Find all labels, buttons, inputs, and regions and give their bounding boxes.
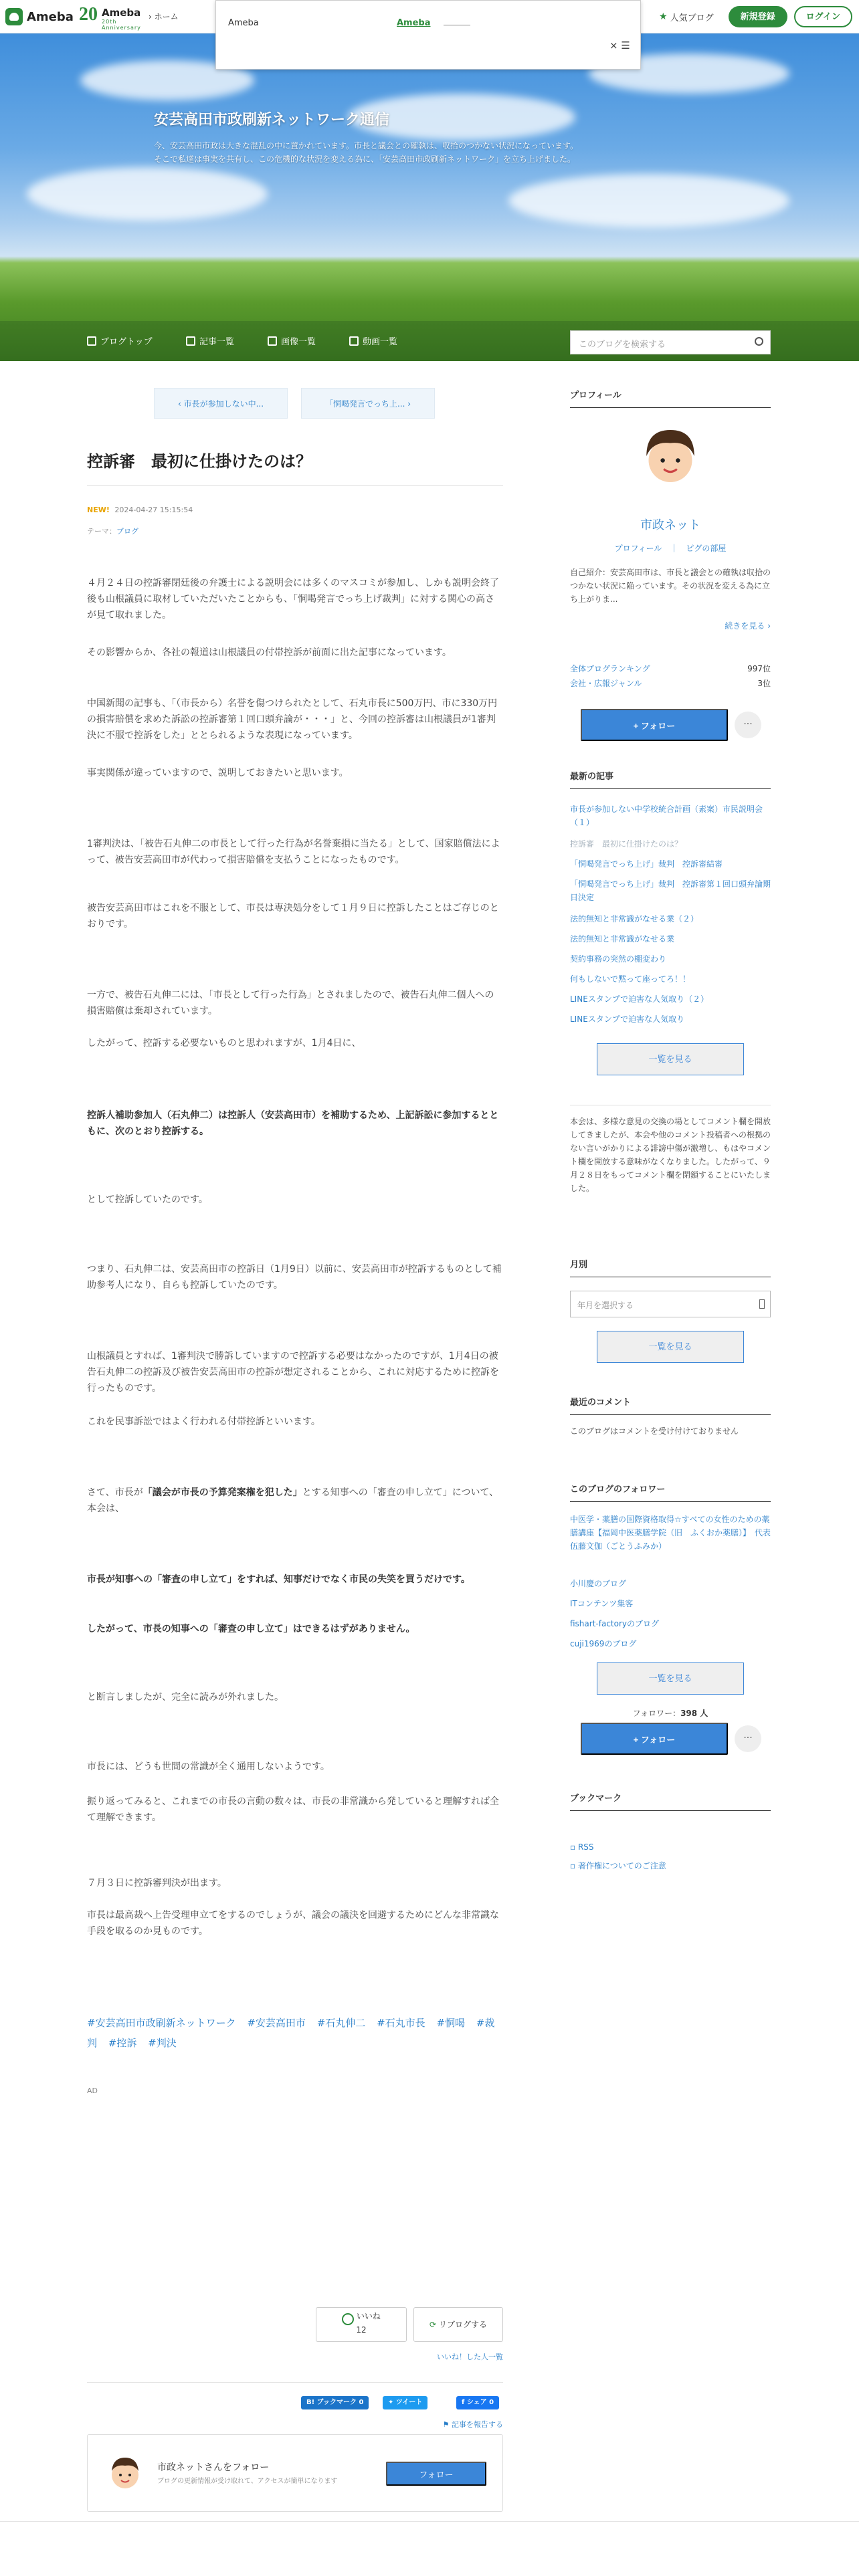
entry-paragraph-bold: したがって、市長の知事への「審査の申し立て」はできるはずがありません。 — [87, 1624, 415, 1634]
hashtag-link[interactable]: #安芸高田市政刷新ネットワーク — [87, 2017, 236, 2029]
entry-paragraph: 市長は最高裁へ上告受理申立てをするのでしょうが、議会の議決を回避するためにどんな非常識な手段を取るのか見ものです。 — [87, 1910, 499, 1937]
profile-more-link[interactable]: 続きを見る › — [725, 621, 771, 631]
like-icon — [342, 2313, 354, 2325]
entry-title: 控訴審 最初に仕掛けたのは？ — [87, 448, 503, 486]
copyright-link[interactable] — [570, 1859, 771, 1872]
recent-entry-link-current[interactable]: 控訴審 最初に仕掛けたのは？ — [570, 839, 683, 849]
login-button[interactable]: ログイン — [794, 6, 852, 27]
recent-entry-link[interactable]: 市長が参加しない中学校統合計画（素案）市民説明会（１） — [570, 804, 763, 827]
entry-pager — [154, 388, 435, 419]
home-icon — [87, 336, 96, 346]
blog-description-line: そこで私達は事実を共有し、この危機的な状況を変える為に、「安芸高田市政刷新ネットワーク」を立ち上げました。 — [154, 154, 576, 164]
header-actions — [659, 5, 852, 28]
hashtag-link[interactable]: #控訴 — [108, 2037, 137, 2049]
document-icon: ▫ — [570, 1861, 576, 1870]
report-entry-label: 記事を報告する — [452, 2420, 503, 2429]
blog-title[interactable]: 安芸高田市政刷新ネットワーク通信 — [154, 112, 390, 128]
next-entry-link[interactable]: 「恫喝発言でっち上... › — [301, 388, 435, 419]
follow-card-sub: ブログの更新情報が受け取れて、アクセスが簡単になります — [157, 2478, 338, 2485]
footer-divider — [0, 2521, 859, 2522]
image-icon — [268, 336, 277, 346]
nav-home-label: ホーム — [154, 12, 179, 21]
hashtag-link[interactable]: #判決 — [148, 2037, 177, 2049]
entry-date: 2024-04-27 15:15:54 — [114, 506, 193, 514]
follow-card — [87, 2434, 503, 2512]
tweet-button[interactable] — [383, 2396, 427, 2409]
like-label: いいね — [356, 2311, 381, 2321]
month-select-placeholder: 年月を選択する — [577, 1301, 634, 1310]
profile-avatar[interactable] — [636, 421, 705, 491]
entry-paragraph: 一方で、被告石丸伸二には、「市長として行った行為」とされましたので、被告石丸伸二個人への損害賠償は棄却されています。 — [87, 990, 494, 1016]
entry-paragraph: その影響からか、各社の報道は山根議員の付帯控訴が前面に出た記事になっています。 — [87, 647, 452, 658]
hashtag-link[interactable]: #恫喝 — [436, 2017, 466, 2029]
hashtag-link[interactable]: #石丸市長 — [377, 2017, 425, 2029]
ad-label: AD — [87, 2086, 98, 2095]
entry-paragraph: 山根議員とすれば、1審判決で勝訴していますので控訴する必要はなかったのですが、1月4日の被告石丸伸二の控訴及び被告安芸高田市の控訴が想定されることから、これに対応するために控訴を行ったものです。 — [87, 1351, 499, 1394]
entry-paragraph: したがって、控訴する必要ないものと思われますが、1月4日に、 — [87, 1038, 361, 1049]
list-icon — [186, 336, 195, 346]
entry-paragraph: 市長には、どうも世間の常識が全く通用しないようです。 — [87, 1761, 330, 1772]
close-icon[interactable]: × ☰ — [609, 39, 630, 51]
hashtag-link[interactable]: #安芸高田市 — [247, 2017, 306, 2029]
prev-entry-link[interactable]: ‹ 市長が参加しない中... — [154, 388, 288, 419]
followers-follow-button[interactable]: + フォロー — [581, 1723, 728, 1755]
entry-paragraph: つまり、石丸伸二は、安芸高田市の控訴日（1月9日）以前に、安芸高田市が控訴するものとして補助参考人になり、自らも控訴していたのです。 — [87, 1264, 502, 1291]
crown-icon: ★ — [659, 11, 668, 22]
nav-blog-top[interactable] — [87, 334, 153, 347]
entry-meta — [87, 506, 193, 514]
anniversary-sub: 20th Anniversary — [102, 19, 141, 31]
comment-policy-notice: 本会は、多様な意見の交換の場としてコメント欄を開放してきましたが、本会や他のコメント投稿者への根拠のない言いがかりによる誹謗中傷が激増し、もはやコメント欄を開放する意味がなくなりました。したがって、９月２８日をもってコメント欄を閉鎖することにいたしました。 — [570, 1105, 771, 1195]
facebook-icon: f — [462, 2399, 465, 2406]
rss-icon: ▫ — [570, 1842, 576, 1852]
month-select[interactable] — [570, 1291, 771, 1317]
entry-paragraph-bold: 市長が知事への「審査の申し立て」をすれば、知事だけでなく市民の失笑を買うだけです。 — [87, 1574, 470, 1585]
ranking-genre[interactable] — [570, 677, 771, 690]
blog-search-placeholder: このブログを検索する — [579, 340, 666, 350]
popup-overlay — [215, 0, 641, 70]
blog-search-input[interactable] — [570, 330, 771, 354]
ranking-overall-label: 全体ブログランキング — [570, 664, 650, 673]
ameba-logo[interactable] — [5, 7, 74, 27]
nav-video-list[interactable] — [349, 334, 397, 347]
recent-entry-link[interactable]: LINEスタンプで迫害な人気取り（２） — [570, 994, 709, 1004]
entry-paragraph — [87, 1485, 503, 1517]
anniversary-name: Ameba — [102, 7, 141, 19]
entry-text: さて、市長が — [87, 1487, 143, 1498]
like-list-link[interactable]: いいね！した人一覧 — [437, 2353, 503, 2361]
follower-link[interactable]: 小川慶のブログ — [570, 1579, 627, 1588]
avatar — [104, 2451, 147, 2494]
popular-blogs-label: 人気ブログ — [670, 13, 714, 23]
new-badge: NEW! — [87, 506, 110, 514]
prev-entry-label: 市長が参加しない中... — [183, 399, 264, 409]
reblog-icon: ⟳ — [429, 2320, 437, 2329]
recent-entry-link[interactable]: LINEスタンプで迫害な人気取り — [570, 1014, 685, 1024]
entry-text-bold: 「議会が市長の予算発案権を犯した」 — [142, 1487, 302, 1498]
entry-paragraph: 中国新聞の記事も、「（市長から）名誉を傷つけられたとして、石丸市長に500万円、市に330万円の損害賠償を求めた訴訟の控訴審第１回口頭弁論が・・・」と、今回の控訴審は山根議員が1審判決に不服で控訴をした」ととられるような表現になっています。 — [87, 698, 498, 741]
follower-link[interactable]: ITコンテンツ集客 — [570, 1599, 634, 1608]
recent-comments-text: このブログはコメントを受け付けておりません — [570, 1426, 739, 1436]
recent-entry-link[interactable]: 法的無知と非常識がなせる業（２） — [570, 914, 699, 924]
entry-paragraph: これを民事訴訟ではよく行われる付帯控訴といいます。 — [87, 1416, 320, 1427]
profile-links: プロフィール ｜ ピグの部屋 — [614, 544, 727, 553]
blog-header-image — [0, 33, 859, 361]
nav-image-list-label: 画像一覧 — [281, 337, 316, 347]
theme-label: テーマ： — [87, 527, 116, 536]
video-icon — [349, 336, 359, 346]
profile-more-label: 続きを見る — [725, 621, 765, 631]
hashtag-list — [87, 2013, 503, 2053]
followers-count — [570, 1707, 771, 1720]
popup-brand: Ameba — [228, 18, 259, 28]
entry-paragraph-bold: 控訴人補助参加人（石丸伸二）は控訴人（安芸高田市）を補助するため、上記訴訟に参加するとともに、次のとおり控訴する。 — [87, 1110, 499, 1137]
hatena-count: 0 — [359, 2399, 364, 2406]
ameba-logo-text: Ameba — [27, 9, 74, 24]
popup-close-label: × — [609, 39, 618, 51]
entry-paragraph: 振り返ってみると、これまでの市長の言動の数々は、市長の非常識から発していると理解すれば全て理解できます。 — [87, 1796, 499, 1823]
profile-heading: プロフィール — [570, 388, 771, 408]
recent-list-button[interactable]: 一覧を見る — [597, 1043, 744, 1075]
recent-comments-heading: 最近のコメント — [570, 1395, 771, 1415]
twitter-icon: ✦ — [388, 2399, 394, 2406]
profile-intro: 自己紹介：安芸高田市は、市長と議会との確執は収拾のつかない状況に陥っています。その状況を変える為に立ち上がりま... — [570, 568, 771, 604]
entry-paragraph: 被告安芸高田市はこれを不服として、市長は専決処分をして１月９日に控訴したことはご存じのとおりです。 — [87, 903, 499, 930]
followers-count-value: 398 人 — [680, 1709, 708, 1718]
ranking-genre-label: 会社・広報ジャンル — [570, 679, 642, 688]
nav-blog-top-label: ブログトップ — [100, 337, 153, 347]
blog-description — [154, 139, 689, 166]
entry-paragraph: 1審判決は、「被告石丸伸二の市長として行った行為が名誉棄損に当たる」として、国家賠償法によって、被告安芸高田市が代わって損害賠償を支払うことになったものです。 — [87, 839, 500, 865]
popup-ameba-link[interactable]: Ameba — [397, 18, 431, 28]
nav-entry-list-label: 記事一覧 — [199, 337, 235, 347]
search-icon[interactable] — [755, 337, 763, 346]
recent-entry-link[interactable]: 「恫喝発言でっち上げ」裁判 控訴審結審 — [570, 859, 723, 869]
follower-link[interactable]: 中医学・薬膳の国際資格取得☆すべての女性のための薬膳講座【福岡中医薬膳学院（旧 ふくおか薬膳）】 代表 伍藤文伽（ごとうふみか） — [570, 1515, 779, 1551]
blog-description-line: 今、安芸高田市政は大きな混乱の中に置かれています。市長と議会との確執は、収拾のつかない状況になっています。 — [154, 141, 579, 150]
recent-entry-link[interactable]: 法的無知と非常識がなせる業 — [570, 934, 675, 944]
profile-name[interactable]: 市政ネット — [640, 518, 700, 532]
recent-entries-heading: 最新の記事 — [570, 769, 771, 789]
nav-video-list-label: 動画一覧 — [363, 337, 398, 347]
ranking-overall-value: 997位 — [747, 664, 771, 673]
rss-label: RSS — [577, 1842, 594, 1852]
copyright-label: 著作権についてのご注意 — [577, 1861, 666, 1870]
entry-paragraph: 事実関係が違っていますので、説明しておきたいと思います。 — [87, 768, 349, 778]
followers-more-button[interactable]: ··· — [735, 1725, 761, 1752]
anniversary-number: 20 — [79, 4, 98, 25]
followers-list-button[interactable]: 一覧を見る — [597, 1662, 744, 1695]
hatena-bookmark-button[interactable] — [301, 2396, 369, 2409]
ameba-logo-icon — [5, 8, 23, 25]
monthly-list-button[interactable]: 一覧を見る — [597, 1331, 744, 1363]
monthly-heading: 月別 — [570, 1257, 771, 1277]
blog-nav — [0, 321, 859, 361]
theme-link[interactable]: ブログ — [116, 527, 138, 536]
more-options-button[interactable]: ··· — [735, 712, 761, 738]
popular-blogs-link[interactable] — [659, 11, 714, 23]
follow-card-button[interactable]: フォロー — [386, 2462, 486, 2486]
recent-entry-link[interactable]: 何もしないで黙って座ってろ！！ — [570, 974, 691, 984]
like-count: 12 — [356, 2325, 367, 2335]
entry-paragraph: と断言しましたが、完全に読みが外れました。 — [87, 1692, 284, 1703]
rss-link[interactable] — [570, 1840, 771, 1854]
ranking-genre-value: 3位 — [757, 679, 771, 688]
bookmark-heading: ブックマーク — [570, 1791, 771, 1811]
tweet-label: ツイート — [395, 2399, 423, 2406]
pigg-room-link[interactable]: ピグの部屋 — [686, 544, 727, 553]
nav-image-list[interactable] — [268, 334, 316, 347]
nav-home-link[interactable]: › ホーム — [149, 12, 179, 21]
hashtag-link[interactable]: #裁判 — [87, 2017, 495, 2049]
followers-heading: このブログのフォロワー — [570, 1482, 771, 1502]
facebook-label: シェア — [466, 2399, 487, 2406]
report-entry-link[interactable] — [443, 2419, 503, 2430]
entry-paragraph: として控訴していたのです。 — [87, 1194, 208, 1205]
recent-entry-link[interactable]: 「恫喝発言でっち上げ」裁判 控訴審第１回口頭弁論期日決定 — [570, 879, 771, 902]
follower-link[interactable]: cuji1969のブログ — [570, 1639, 637, 1648]
reblog-label: リブログする — [439, 2320, 488, 2329]
facebook-share-button[interactable] — [456, 2396, 499, 2409]
cloud-shape — [27, 167, 268, 221]
profile-link[interactable]: プロフィール — [614, 544, 662, 553]
cloud-shape — [508, 174, 789, 227]
anniversary-logo[interactable] — [79, 4, 140, 29]
next-entry-label: 「恫喝発言でっち上... — [324, 399, 405, 409]
nav-entry-list[interactable] — [186, 334, 234, 347]
entry-paragraph: ７月３日に控訴審判決が出ます。 — [87, 1878, 227, 1889]
facebook-count: 0 — [489, 2399, 494, 2406]
flag-icon: ⚑ — [442, 2420, 450, 2429]
like-button[interactable] — [316, 2307, 407, 2342]
entry-theme — [87, 526, 138, 536]
chevron-down-icon — [759, 1299, 765, 1309]
follow-card-name: 市政ネットさんをフォロー — [157, 2462, 270, 2473]
follower-link[interactable]: fishart-factoryのブログ — [570, 1619, 659, 1628]
signup-button[interactable]: 新規登録 — [729, 6, 787, 27]
hashtag-link[interactable]: #石丸伸二 — [316, 2017, 366, 2029]
entry-paragraph: ４月２４日の控訴審閉廷後の弁護士による説明会には多くのマスコミが参加し、しかも説明会終了後も山根議員に取材していただいたことからも、「恫喝発言でっち上げ裁判」に対する関心の高さが見て取れました。 — [87, 578, 499, 621]
entry-text: とする知事への「審査の申し立て」について、本会は、 — [87, 1487, 499, 1514]
reblog-button[interactable] — [413, 2307, 503, 2342]
share-row — [87, 2382, 503, 2429]
followers-count-label: フォロワー： — [632, 1709, 681, 1718]
recent-entry-link[interactable]: 契約事務の突然の棚変わり — [570, 954, 667, 964]
profile-follow-button[interactable]: + フォロー — [581, 709, 728, 741]
ranking-overall[interactable] — [570, 662, 771, 675]
hatena-label: B! ブックマーク — [306, 2399, 357, 2406]
